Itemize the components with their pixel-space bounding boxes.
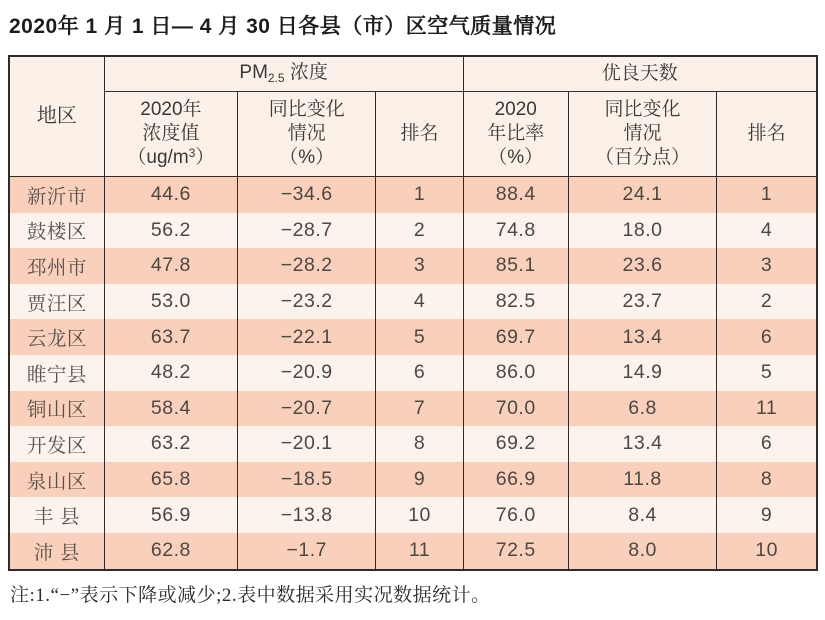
pm-value-line1: 2020年 xyxy=(140,98,202,120)
pm-change-cell: −13.8 xyxy=(238,497,376,533)
pm-value-cell: 62.8 xyxy=(104,533,237,570)
rate-cell: 88.4 xyxy=(463,177,568,213)
pm-rank-cell: 2 xyxy=(376,213,463,249)
rate-change-cell: 14.9 xyxy=(568,355,716,391)
page-title: 2020年 1 月 1 日— 4 月 30 日各县（市）区空气质量情况 xyxy=(9,15,557,38)
col-header-rate-change xyxy=(568,92,716,177)
rate-cell: 66.9 xyxy=(463,462,568,498)
table-row xyxy=(9,497,817,533)
region-cell: 邳州市 xyxy=(9,248,104,284)
pm-value-unit-post: ） xyxy=(195,147,215,169)
pm-value-cell: 65.8 xyxy=(104,462,237,498)
rate-change-line2: 情况 xyxy=(623,122,662,144)
table-row xyxy=(9,462,817,498)
table-row xyxy=(9,319,817,355)
col-header-pm-value xyxy=(104,92,237,177)
region-cell: 泉山区 xyxy=(9,462,104,498)
rate-rank-cell: 8 xyxy=(717,462,817,498)
table-row xyxy=(9,355,817,391)
pm-value-cell: 44.6 xyxy=(104,177,237,213)
rate-change-line3: （百分点） xyxy=(595,147,691,169)
region-cell: 贾汪区 xyxy=(9,284,104,320)
pm25-label-prefix: PM xyxy=(239,62,268,84)
region-cell: 开发区 xyxy=(9,426,104,462)
table-body xyxy=(9,177,817,570)
rate-cell: 85.1 xyxy=(463,248,568,284)
rate-rank-cell: 10 xyxy=(717,533,817,570)
pm-rank-cell: 8 xyxy=(376,426,463,462)
table-row xyxy=(9,391,817,427)
rate-line3: （%） xyxy=(488,147,544,169)
table-row xyxy=(9,213,817,249)
pm-change-cell: −28.2 xyxy=(238,248,376,284)
rate-rank-cell: 6 xyxy=(717,426,817,462)
rate-change-cell: 6.8 xyxy=(568,391,716,427)
table-row xyxy=(9,426,817,462)
rate-cell: 86.0 xyxy=(463,355,568,391)
pm-change-cell: −18.5 xyxy=(238,462,376,498)
region-cell: 沛 县 xyxy=(9,533,104,570)
region-cell: 丰 县 xyxy=(9,497,104,533)
table-row xyxy=(9,177,817,213)
region-cell: 鼓楼区 xyxy=(9,213,104,249)
rate-change-cell: 23.7 xyxy=(568,284,716,320)
table-row xyxy=(9,284,817,320)
footnote: 注:1.“−”表示下降或减少;2.表中数据采用实况数据统计。 xyxy=(10,584,491,606)
col-header-region: 地区 xyxy=(9,56,104,177)
col-group-pm25 xyxy=(104,56,463,92)
rate-change-cell: 8.0 xyxy=(568,533,716,570)
rate-cell: 82.5 xyxy=(463,284,568,320)
pm-rank-cell: 6 xyxy=(376,355,463,391)
col-group-good-days: 优良天数 xyxy=(463,56,817,92)
table-header xyxy=(9,56,817,177)
pm-value-cell: 56.9 xyxy=(104,497,237,533)
pm-change-cell: −23.2 xyxy=(238,284,376,320)
pm-rank-cell: 11 xyxy=(376,533,463,570)
pm-change-cell: −34.6 xyxy=(238,177,376,213)
rate-change-cell: 13.4 xyxy=(568,319,716,355)
table-row xyxy=(9,533,817,570)
pm-change-cell: −22.1 xyxy=(238,319,376,355)
pm-rank-cell: 3 xyxy=(376,248,463,284)
pm-value-cell: 58.4 xyxy=(104,391,237,427)
pm-value-unit-pre: （ug/m xyxy=(127,147,189,169)
rate-rank-cell: 5 xyxy=(717,355,817,391)
region-cell: 新沂市 xyxy=(9,177,104,213)
rate-change-cell: 11.8 xyxy=(568,462,716,498)
col-header-rate xyxy=(463,92,568,177)
pm-value-unit xyxy=(127,147,214,168)
pm-rank-cell: 10 xyxy=(376,497,463,533)
pm-change-line1: 同比变化 xyxy=(268,98,345,120)
col-header-pm-rank: 排名 xyxy=(376,92,463,177)
rate-line2: 年比率 xyxy=(487,122,545,144)
region-cell: 睢宁县 xyxy=(9,355,104,391)
rate-line1: 2020 xyxy=(494,98,537,120)
pm-rank-cell: 1 xyxy=(376,177,463,213)
pm-change-line2: 情况 xyxy=(287,122,326,144)
pm-rank-cell: 5 xyxy=(376,319,463,355)
rate-change-cell: 24.1 xyxy=(568,177,716,213)
pm-change-cell: −20.9 xyxy=(238,355,376,391)
col-header-pm-change xyxy=(238,92,376,177)
col-header-rate-rank: 排名 xyxy=(717,92,817,177)
pm-change-cell: −20.1 xyxy=(238,426,376,462)
table-row xyxy=(9,248,817,284)
pm-rank-cell: 9 xyxy=(376,462,463,498)
rate-change-cell: 13.4 xyxy=(568,426,716,462)
pm-value-line2: 浓度值 xyxy=(142,122,200,144)
pm-change-cell: −1.7 xyxy=(238,533,376,570)
pm-value-cell: 48.2 xyxy=(104,355,237,391)
pm-value-cell: 56.2 xyxy=(104,213,237,249)
rate-rank-cell: 3 xyxy=(717,248,817,284)
pm25-subscript: 2.5 xyxy=(267,71,285,86)
region-cell: 云龙区 xyxy=(9,319,104,355)
rate-change-cell: 18.0 xyxy=(568,213,716,249)
pm-value-unit-sup: 3 xyxy=(188,146,196,161)
rate-rank-cell: 11 xyxy=(717,391,817,427)
pm-value-cell: 53.0 xyxy=(104,284,237,320)
rate-cell: 76.0 xyxy=(463,497,568,533)
pm-value-cell: 47.8 xyxy=(104,248,237,284)
rate-cell: 69.2 xyxy=(463,426,568,462)
rate-change-cell: 8.4 xyxy=(568,497,716,533)
rate-rank-cell: 9 xyxy=(717,497,817,533)
pm-change-line3: （%） xyxy=(279,147,335,169)
rate-rank-cell: 6 xyxy=(717,319,817,355)
pm-rank-cell: 7 xyxy=(376,391,463,427)
pm-value-cell: 63.2 xyxy=(104,426,237,462)
rate-cell: 69.7 xyxy=(463,319,568,355)
pm-change-cell: −20.7 xyxy=(238,391,376,427)
rate-rank-cell: 2 xyxy=(717,284,817,320)
air-quality-table xyxy=(8,55,818,571)
rate-change-cell: 23.6 xyxy=(568,248,716,284)
rate-change-line1: 同比变化 xyxy=(604,98,681,120)
pm-change-cell: −28.7 xyxy=(238,213,376,249)
rate-cell: 72.5 xyxy=(463,533,568,570)
rate-rank-cell: 1 xyxy=(717,177,817,213)
pm-rank-cell: 4 xyxy=(376,284,463,320)
rate-rank-cell: 4 xyxy=(717,213,817,249)
pm-value-cell: 63.7 xyxy=(104,319,237,355)
rate-cell: 70.0 xyxy=(463,391,568,427)
pm25-label-suffix: 浓度 xyxy=(284,62,328,84)
rate-cell: 74.8 xyxy=(463,213,568,249)
region-cell: 铜山区 xyxy=(9,391,104,427)
